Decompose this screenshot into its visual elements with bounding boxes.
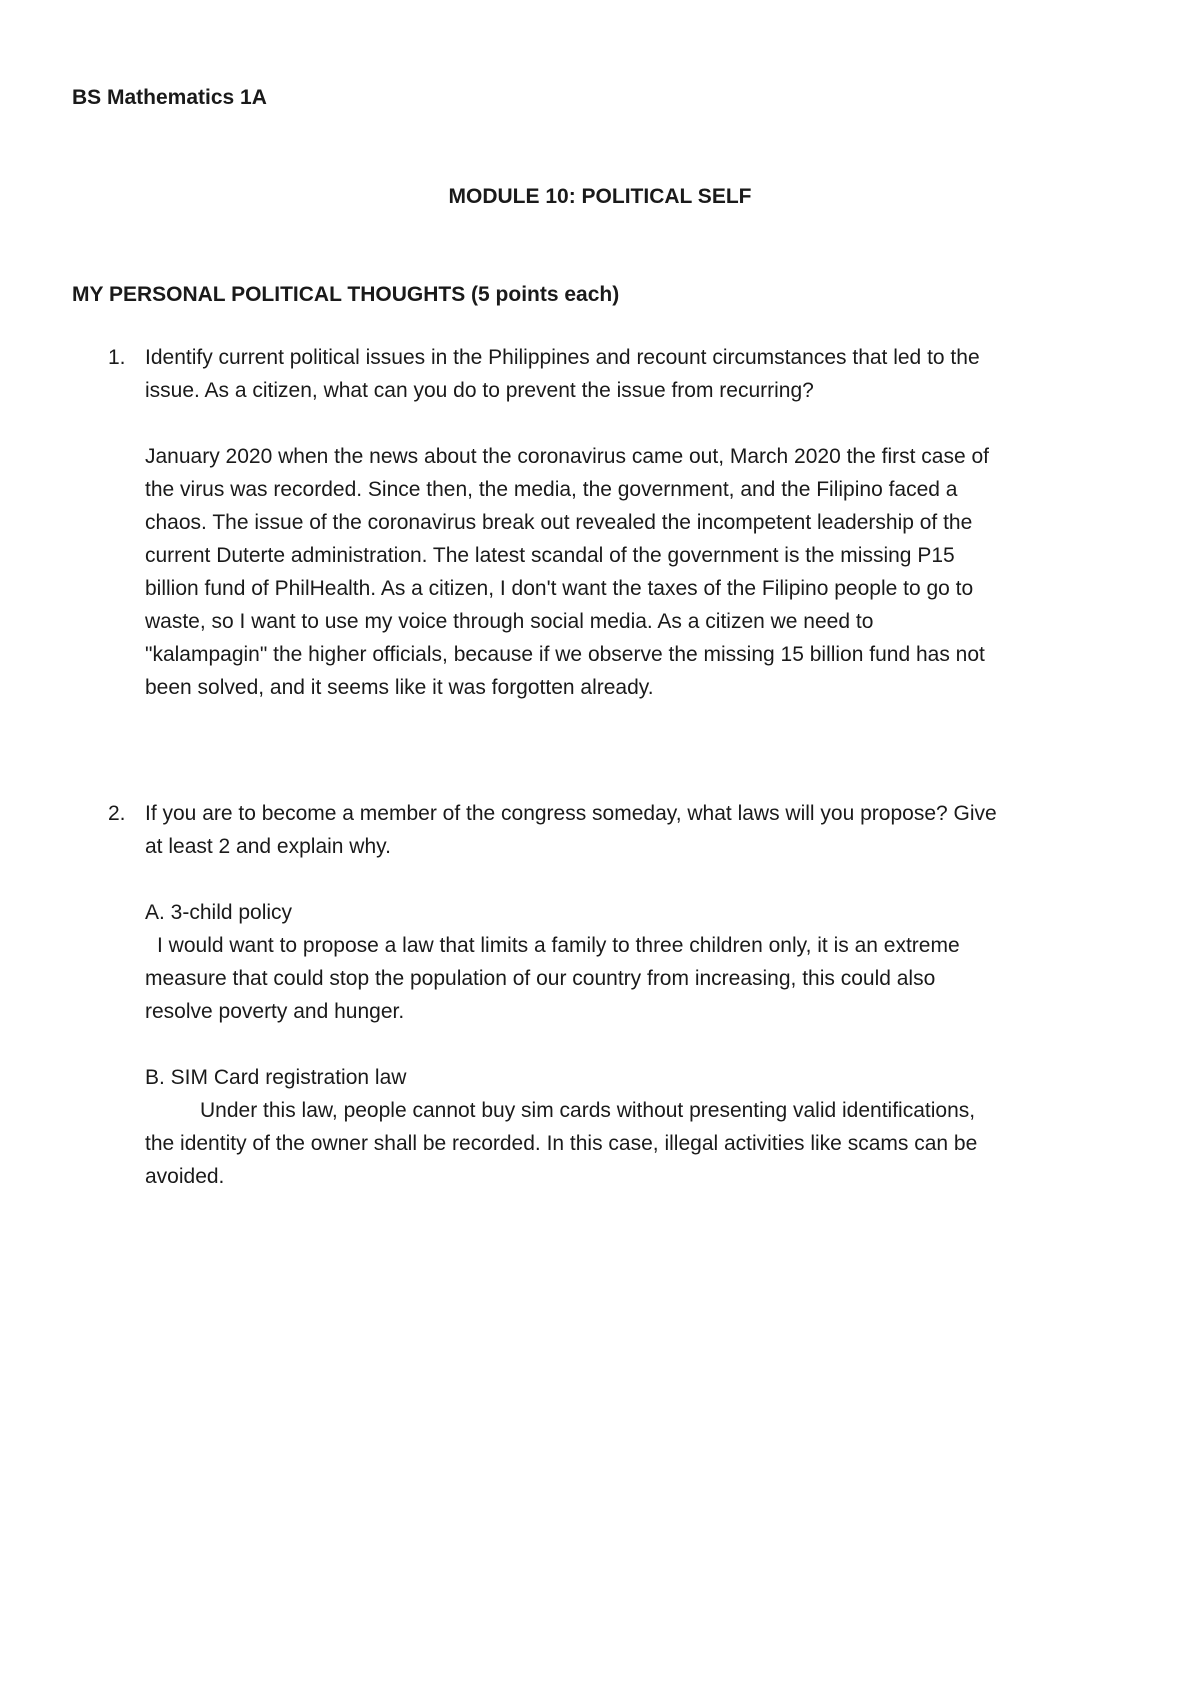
section-heading: MY PERSONAL POLITICAL THOUGHTS (5 points each): [72, 283, 620, 306]
law-description-line: Under this law, people cannot buy sim cards without presenting valid identifications,: [200, 1099, 976, 1122]
answer-line: been solved, and it seems like it was forgotten already.: [145, 676, 654, 699]
question-text-line: at least 2 and explain why.: [145, 835, 391, 858]
law-title: A. 3-child policy: [145, 901, 293, 924]
law-description-line: resolve poverty and hunger.: [145, 1000, 405, 1023]
question-text-line: issue. As a citizen, what can you do to prevent the issue from recurring?: [145, 379, 814, 402]
answer-line: January 2020 when the news about the coronavirus came out, March 2020 the first case of: [145, 445, 989, 468]
question-body: [145, 341, 1145, 704]
question-number: 2.: [108, 802, 126, 825]
law-description-line: avoided.: [145, 1165, 225, 1188]
question-text-line: If you are to become a member of the congress someday, what laws will you propose? Give: [145, 802, 997, 825]
answer-line: "kalampagin" the higher officials, because if we observe the missing 15 billion fund has not: [145, 643, 985, 666]
law-description-line: I would want to propose a law that limits a family to three children only, it is an extreme: [157, 934, 960, 957]
question-number: 1.: [108, 346, 126, 369]
course-label: BS Mathematics 1A: [72, 86, 267, 109]
answer-line: the virus was recorded. Since then, the media, the government, and the Filipino faced a: [145, 478, 958, 501]
question-body: [145, 797, 1145, 1193]
answer-line: current Duterte administration. The latest scandal of the government is the missing P15: [145, 544, 955, 567]
law-description-line: the identity of the owner shall be recorded. In this case, illegal activities like scams can be: [145, 1132, 978, 1155]
answer-line: billion fund of PhilHealth. As a citizen, I don't want the taxes of the Filipino people to go to: [145, 577, 974, 600]
question-text: [145, 797, 1145, 863]
question-1: [108, 341, 1148, 704]
law-description-line: measure that could stop the population of our country from increasing, this could also: [145, 967, 936, 990]
law-description: [145, 929, 1145, 1028]
module-title: MODULE 10: POLITICAL SELF: [448, 185, 752, 208]
answer-paragraph: [145, 440, 1145, 704]
law-title: B. SIM Card registration law: [145, 1066, 407, 1089]
law-description: [145, 1094, 1145, 1193]
answer-line: waste, so I want to use my voice through social media. As a citizen we need to: [145, 610, 874, 633]
question-text-line: Identify current political issues in the Philippines and recount circumstances that led to the: [145, 346, 980, 369]
question-2: [108, 797, 1148, 1193]
question-text: [145, 341, 1145, 407]
answer-line: chaos. The issue of the coronavirus break out revealed the incompetent leadership of the: [145, 511, 973, 534]
